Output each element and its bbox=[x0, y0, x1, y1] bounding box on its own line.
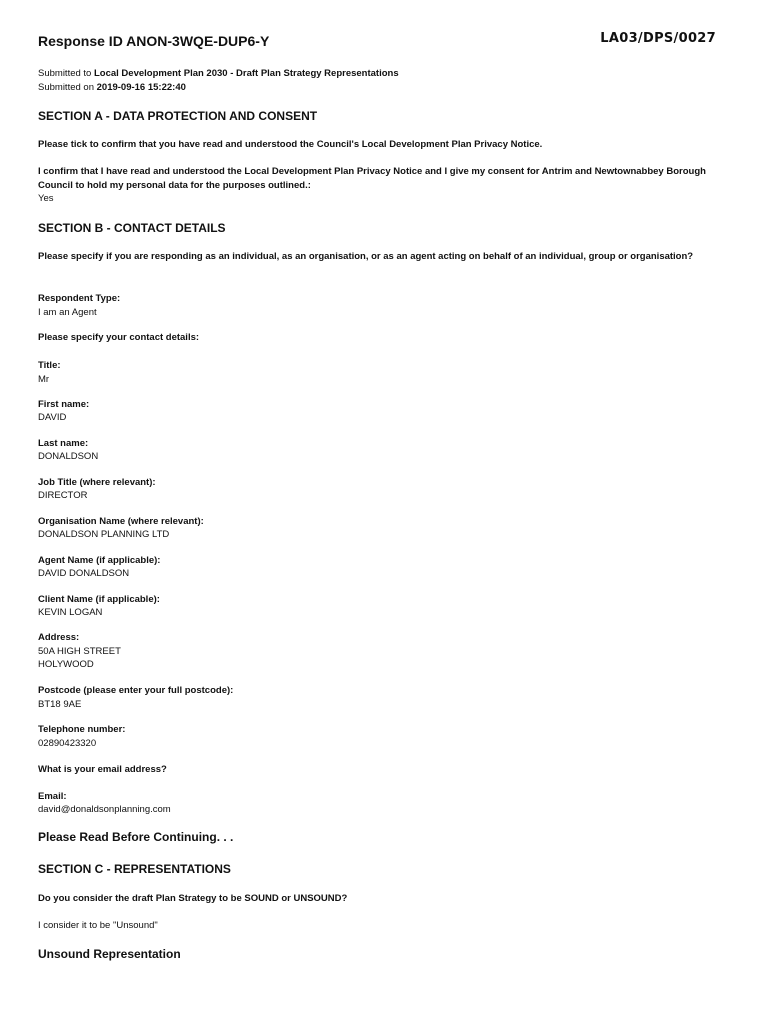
respondent-type-value: I am an Agent bbox=[38, 307, 97, 318]
section-b-title: SECTION B - CONTACT DETAILS bbox=[38, 221, 226, 235]
submitted-on-label: Submitted on bbox=[38, 82, 97, 93]
address-line-1: 50A HIGH STREET bbox=[38, 646, 121, 657]
first-name-value: DAVID bbox=[38, 412, 67, 423]
submitted-on bbox=[38, 81, 186, 94]
client-name-label: Client Name (if applicable): bbox=[38, 594, 160, 605]
reference-number: LA03/DPS/0027 bbox=[600, 31, 716, 46]
submitted-on-value: 2019-09-16 15:22:40 bbox=[96, 82, 186, 93]
please-read-heading: Please Read Before Continuing. . . bbox=[38, 830, 234, 844]
agent-name-value: DAVID DONALDSON bbox=[38, 568, 130, 579]
client-name-value: KEVIN LOGAN bbox=[38, 607, 103, 618]
section-c-title: SECTION C - REPRESENTATIONS bbox=[38, 862, 231, 876]
consent-value: Yes bbox=[38, 193, 54, 204]
submitted-to bbox=[38, 67, 399, 80]
first-name-label: First name: bbox=[38, 399, 90, 410]
title-value: Mr bbox=[38, 374, 50, 385]
email-question: What is your email address? bbox=[38, 764, 167, 775]
title-label: Title: bbox=[38, 360, 61, 371]
organisation-label: Organisation Name (where relevant): bbox=[38, 516, 204, 527]
email-value: david@donaldsonplanning.com bbox=[38, 804, 171, 815]
submitted-to-value: Local Development Plan 2030 - Draft Plan Strategy Representations bbox=[93, 68, 399, 79]
section-a-question: Please tick to confirm that you have read and understood the Council's Local Development Plan Privacy Notice. bbox=[38, 139, 543, 150]
submitted-to-label: Submitted to bbox=[38, 68, 94, 79]
address-line-2: HOLYWOOD bbox=[38, 659, 94, 670]
section-c-question: Do you consider the draft Plan Strategy to be SOUND or UNSOUND? bbox=[38, 893, 348, 904]
unsound-representation-heading: Unsound Representation bbox=[38, 947, 181, 961]
job-title-label: Job Title (where relevant): bbox=[38, 477, 156, 488]
address-label: Address: bbox=[38, 632, 80, 643]
agent-name-label: Agent Name (if applicable): bbox=[38, 555, 161, 566]
postcode-value: BT18 9AE bbox=[38, 699, 82, 710]
postcode-label: Postcode (please enter your full postcode): bbox=[38, 685, 234, 696]
section-a-title: SECTION A - DATA PROTECTION AND CONSENT bbox=[38, 109, 318, 123]
respondent-type-label: Respondent Type: bbox=[38, 293, 121, 304]
organisation-value: DONALDSON PLANNING LTD bbox=[38, 529, 170, 540]
job-title-value: DIRECTOR bbox=[38, 490, 88, 501]
telephone-label: Telephone number: bbox=[38, 724, 126, 735]
telephone-value: 02890423320 bbox=[38, 738, 97, 749]
response-id: Response ID ANON-3WQE-DUP6-Y bbox=[38, 33, 270, 49]
email-label: Email: bbox=[38, 791, 67, 802]
section-c-answer: I consider it to be "Unsound" bbox=[38, 920, 158, 931]
contact-details-question: Please specify your contact details: bbox=[38, 332, 200, 343]
section-b-question: Please specify if you are responding as an individual, as an organisation, or as an agent acting on behalf of an individual, group or organisation? bbox=[38, 251, 694, 262]
consent-label: I confirm that I have read and understood the Local Development Plan Privacy Notice and I give my consent for Antrim and Newtownabbey Borough Council to hold my personal data for the purposes outlined.: bbox=[38, 166, 706, 191]
last-name-value: DONALDSON bbox=[38, 451, 99, 462]
last-name-label: Last name: bbox=[38, 438, 89, 449]
